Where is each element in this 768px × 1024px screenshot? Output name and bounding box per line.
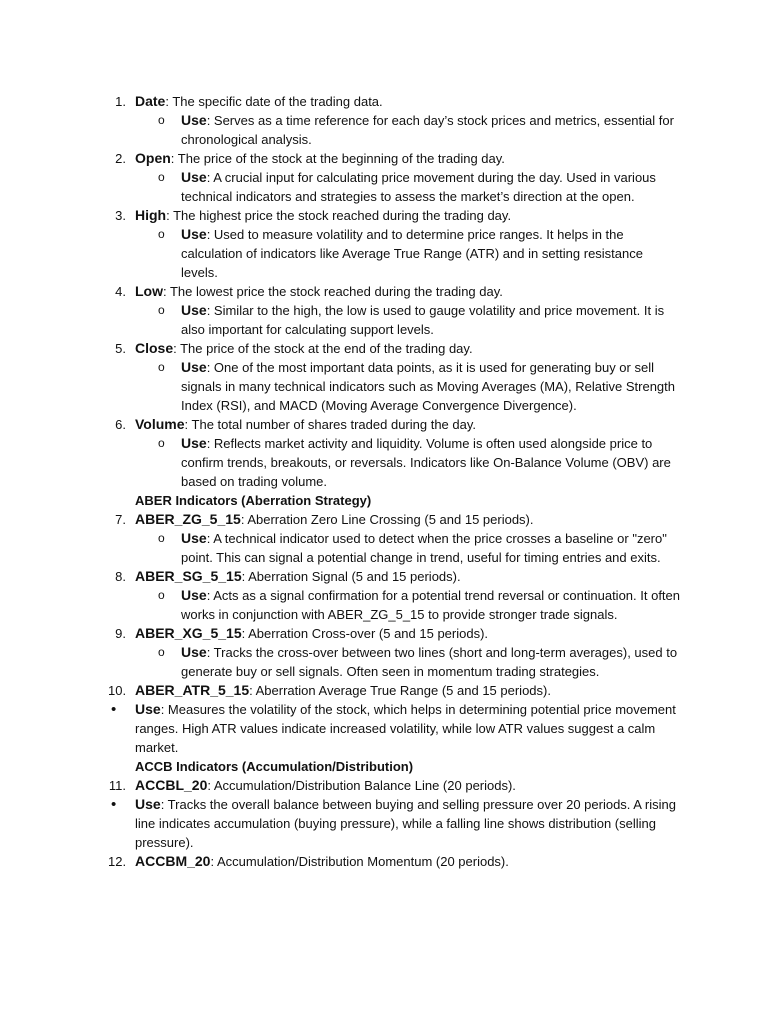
list-number: 6. — [115, 417, 126, 432]
sub-list-item — [0, 643, 768, 681]
list-term: Use — [181, 226, 207, 242]
list-number: 10. — [108, 683, 127, 698]
list-description: : Tracks the cross-over between two lines (short and long-term averages), used to generate buy or sell signals. Often seen in momentum trading strategies. — [181, 645, 678, 679]
sub-list-item-text — [181, 586, 681, 624]
list-item-text — [135, 282, 695, 301]
list-item — [0, 776, 768, 795]
list-number: 4. — [115, 284, 126, 299]
sub-list-item-text — [181, 434, 681, 491]
list-description: : The price of the stock at the beginning of the trading day. — [170, 151, 505, 166]
list-term: Volume — [135, 416, 185, 432]
list-item-text — [135, 92, 695, 111]
list-item-text — [135, 567, 695, 586]
circle-bullet-icon: o — [158, 436, 165, 450]
section-heading — [0, 757, 768, 776]
list-description: : Aberration Signal (5 and 15 periods). — [241, 569, 461, 584]
sub-list-item — [0, 586, 768, 624]
list-description: : Aberration Average True Range (5 and 15 periods). — [249, 683, 551, 698]
sub-list-item — [0, 358, 768, 415]
circle-bullet-icon: o — [158, 227, 165, 241]
list-term: Use — [181, 112, 207, 128]
bullet-icon: • — [111, 796, 117, 813]
list-item-text — [135, 681, 695, 700]
circle-bullet-icon: o — [158, 360, 165, 374]
list-term: Use — [135, 796, 161, 812]
list-item-text — [135, 776, 695, 795]
list-number: 5. — [115, 341, 126, 356]
circle-bullet-icon: o — [158, 588, 165, 602]
list-description: : Aberration Cross-over (5 and 15 periods). — [241, 626, 489, 641]
list-item — [0, 681, 768, 700]
sub-list-item — [0, 301, 768, 339]
list-item — [0, 206, 768, 225]
circle-bullet-icon: o — [158, 170, 165, 184]
sub-list-item-text — [181, 358, 681, 415]
list-description: : Used to measure volatility and to determine price ranges. It helps in the calculation of indicators like Average True Range (ATR) and in setting resistance levels. — [181, 227, 643, 280]
list-item — [0, 339, 768, 358]
list-description: : The total number of shares traded during the day. — [184, 417, 477, 432]
list-item-text — [135, 339, 695, 358]
list-description: : Serves as a time reference for each day’s stock prices and metrics, essential for chronological analysis. — [181, 113, 674, 147]
list-item — [0, 624, 768, 643]
list-item — [0, 510, 768, 529]
list-term: Use — [181, 587, 207, 603]
sub-list-item-text — [181, 111, 681, 149]
list-term: Use — [181, 435, 207, 451]
list-term: Use — [181, 169, 207, 185]
sub-list-item — [0, 434, 768, 491]
list-term: ABER_ZG_5_15 — [135, 511, 241, 527]
list-number: 1. — [115, 94, 126, 109]
list-item-text — [135, 415, 695, 434]
list-item-text — [135, 624, 695, 643]
circle-bullet-icon: o — [158, 113, 165, 127]
document-body — [0, 92, 768, 871]
list-item — [0, 567, 768, 586]
sub-list-item — [0, 111, 768, 149]
section-heading-text: ABER Indicators (Aberration Strategy) — [135, 493, 372, 508]
list-term: ABER_SG_5_15 — [135, 568, 242, 584]
list-item — [0, 282, 768, 301]
section-heading-text: ACCB Indicators (Accumulation/Distribution) — [135, 759, 414, 774]
list-term: High — [135, 207, 167, 223]
list-description: : The specific date of the trading data. — [165, 94, 383, 109]
list-term: Low — [135, 283, 163, 299]
list-item — [0, 852, 768, 871]
sub-list-item — [0, 225, 768, 282]
bullet-item-text — [135, 700, 695, 757]
list-term: Open — [135, 150, 171, 166]
list-item — [0, 92, 768, 111]
bullet-item — [0, 795, 768, 852]
circle-bullet-icon: o — [158, 531, 165, 545]
list-term: Use — [181, 530, 207, 546]
list-description: : A crucial input for calculating price movement during the day. Used in various technical indicators and strategies to assess the market’s direction at the open. — [181, 170, 656, 204]
list-item-text — [135, 510, 695, 529]
list-term: Use — [181, 644, 207, 660]
bullet-item-text — [135, 795, 695, 852]
list-item-text — [135, 206, 695, 225]
list-description: : Aberration Zero Line Crossing (5 and 15 periods). — [240, 512, 534, 527]
list-item — [0, 149, 768, 168]
list-description: : Tracks the overall balance between buying and selling pressure over 20 periods. A rising line indicates accumulation (buying pressure), while a falling line shows distribution (selling pressure). — [135, 797, 676, 850]
list-term: Use — [181, 359, 207, 375]
list-description: : Accumulation/Distribution Balance Line (20 periods). — [207, 778, 516, 793]
list-description: : Measures the volatility of the stock, which helps in determining potential price movement ranges. High ATR values indicate increased volatility, while low ATR values suggest a calm market. — [135, 702, 676, 755]
list-number: 11. — [108, 778, 126, 793]
bullet-item — [0, 700, 768, 757]
list-number: 9. — [115, 626, 126, 641]
bullet-icon: • — [111, 701, 117, 718]
list-description: : The lowest price the stock reached during the trading day. — [163, 284, 503, 299]
list-term: ACCBL_20 — [135, 777, 208, 793]
section-heading — [0, 491, 768, 510]
list-number: 7. — [115, 512, 126, 527]
list-item-text — [135, 149, 695, 168]
sub-list-item — [0, 168, 768, 206]
sub-list-item-text — [181, 643, 681, 681]
list-description: : The highest price the stock reached during the trading day. — [166, 208, 512, 223]
sub-list-item-text — [181, 225, 681, 282]
list-item — [0, 415, 768, 434]
sub-list-item — [0, 529, 768, 567]
list-number: 12. — [108, 854, 127, 869]
list-term: Date — [135, 93, 166, 109]
list-item-text — [135, 852, 695, 871]
sub-list-item-text — [181, 529, 681, 567]
list-description: : A technical indicator used to detect when the price crosses a baseline or "zero" point. This can signal a potential change in trend, useful for timing entries and exits. — [181, 531, 667, 565]
list-description: : Similar to the high, the low is used to gauge volatility and price movement. It is also important for calculating support levels. — [181, 303, 665, 337]
list-description: : One of the most important data points, as it is used for generating buy or sell signals in many technical indicators such as Moving Averages (MA), Relative Strength Index (RSI), and MACD (Moving Average Convergence Divergence). — [181, 360, 675, 413]
list-term: ABER_XG_5_15 — [135, 625, 242, 641]
circle-bullet-icon: o — [158, 303, 165, 317]
sub-list-item-text — [181, 168, 681, 206]
list-description: : Reflects market activity and liquidity. Volume is often used alongside price to confirm trends, breakouts, or reversals. Indicators like On-Balance Volume (OBV) are based on trading volume. — [181, 436, 671, 489]
list-description: : Acts as a signal confirmation for a potential trend reversal or continuation. It often works in conjunction with ABER_ZG_5_15 to provide stronger trade signals. — [181, 588, 681, 622]
circle-bullet-icon: o — [158, 645, 165, 659]
list-number: 2. — [115, 151, 126, 166]
list-number: 8. — [115, 569, 126, 584]
list-description: : Accumulation/Distribution Momentum (20 periods). — [210, 854, 509, 869]
list-number: 3. — [115, 208, 126, 223]
list-term: Close — [135, 340, 174, 356]
list-term: Use — [135, 701, 161, 717]
list-term: ABER_ATR_5_15 — [135, 682, 250, 698]
list-description: : The price of the stock at the end of the trading day. — [173, 341, 473, 356]
sub-list-item-text — [181, 301, 681, 339]
list-term: Use — [181, 302, 207, 318]
list-term: ACCBM_20 — [135, 853, 211, 869]
